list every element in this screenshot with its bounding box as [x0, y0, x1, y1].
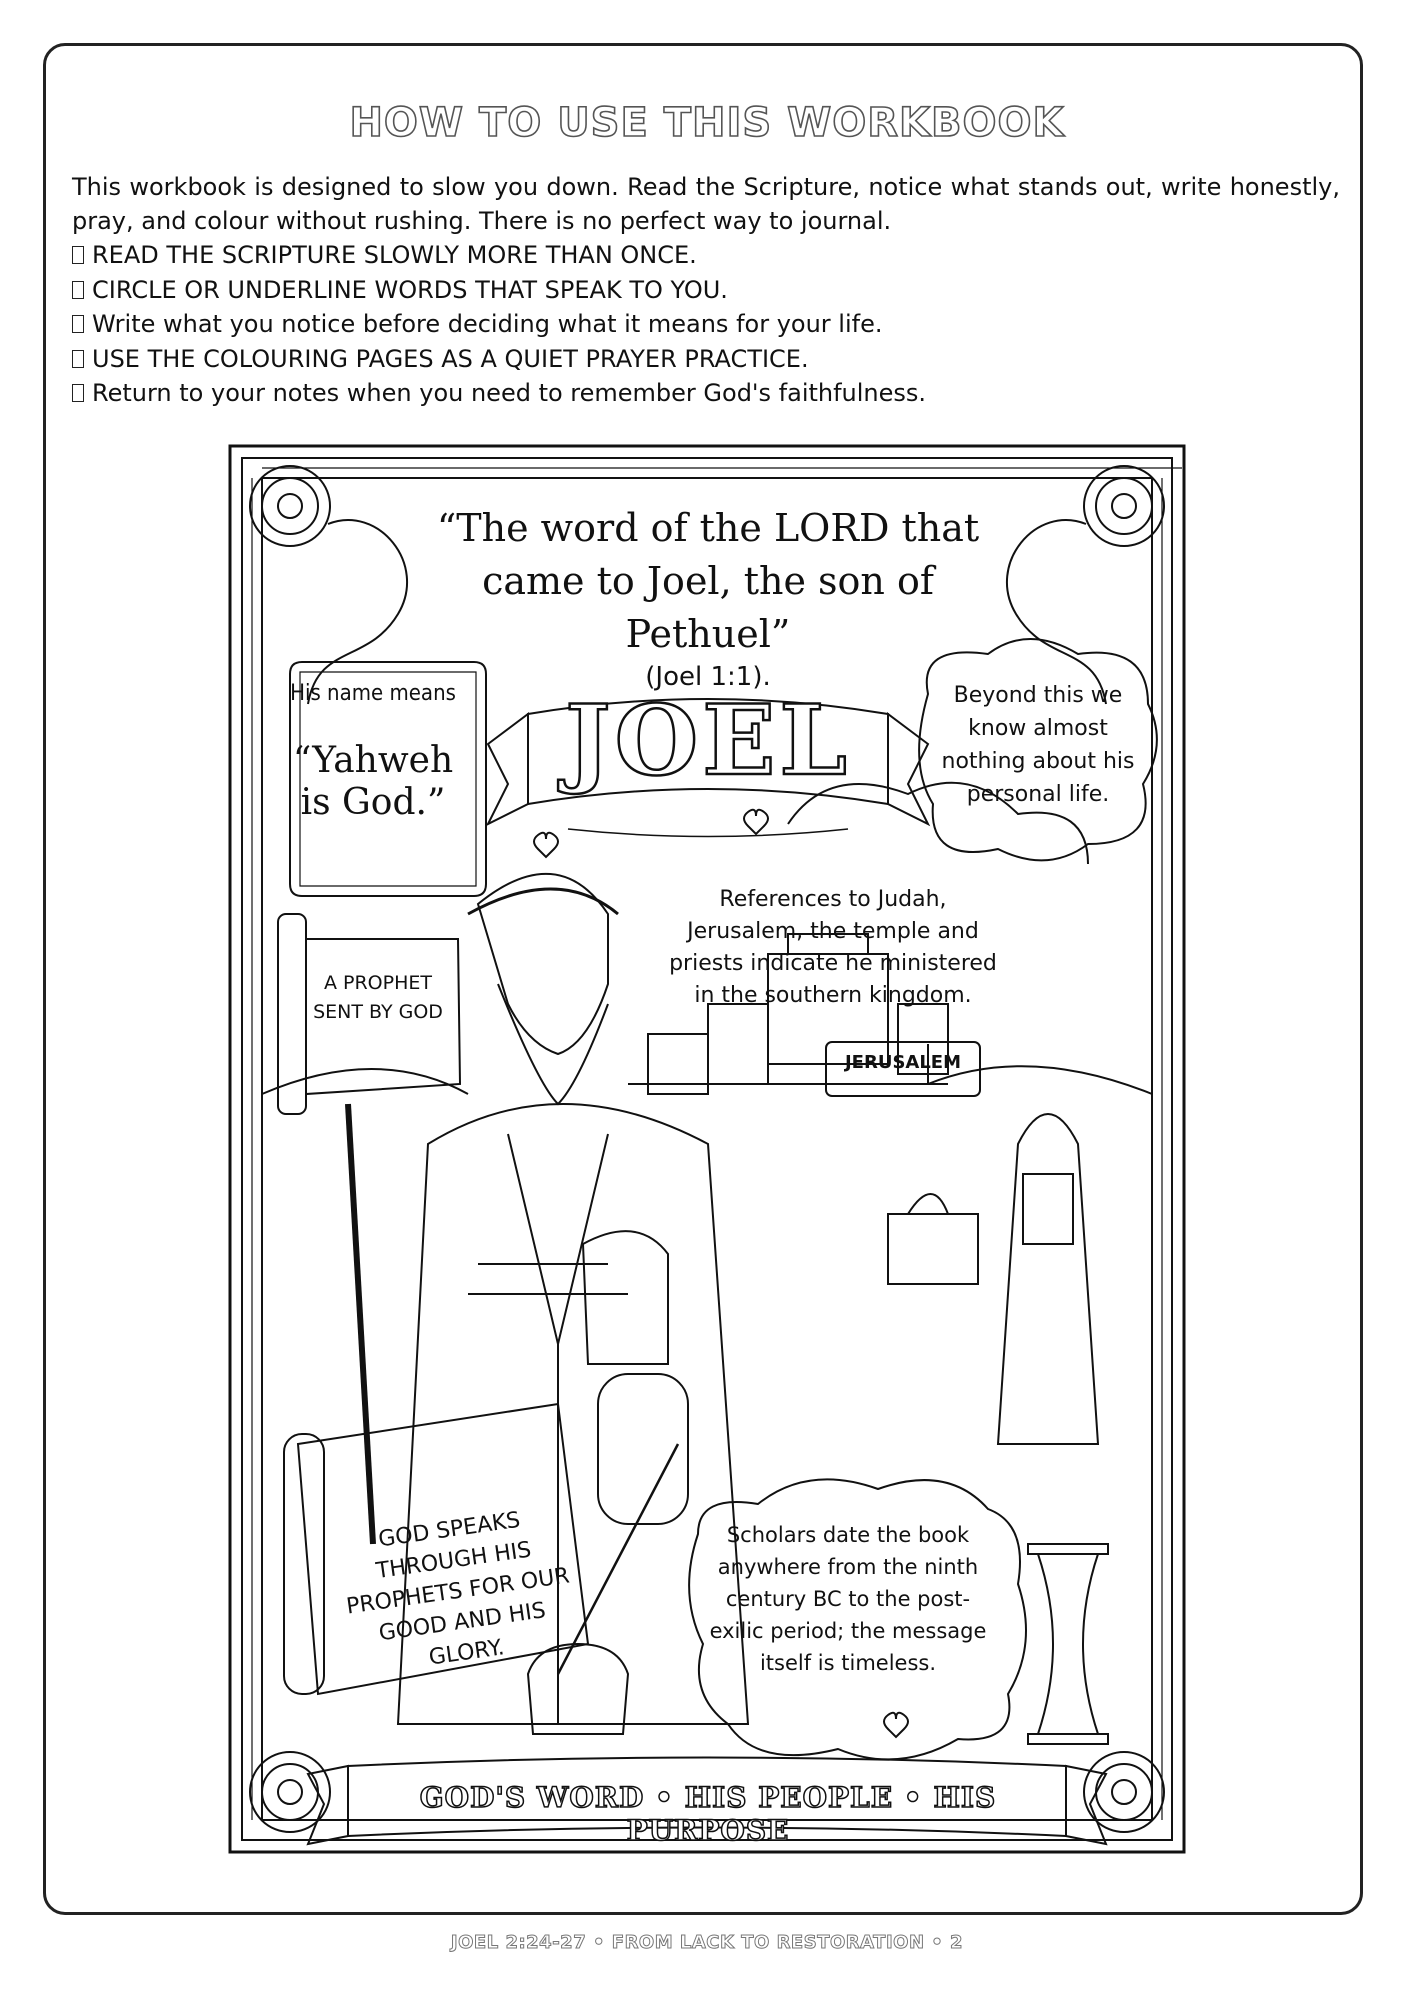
page-footer: JOEL 2:24-27 • FROM LACK TO RESTORATION • 2 [450, 1932, 964, 1953]
checkbox-icon [72, 246, 84, 264]
scripture-quote: “The word of the LORD that came to Joel, the son of Pethuel” [436, 506, 980, 656]
prophets-scroll-text: GOD SPEAKS THROUGH HIS PROPHETS FOR OUR GOOD AND HIS GLORY. [344, 1507, 572, 1671]
page-heading: HOW TO USE THIS WORKBOOK [349, 100, 1065, 146]
list-item: Write what you notice before deciding what it means for your life. [72, 307, 1340, 342]
list-item: USE THE COLOURING PAGES AS A QUIET PRAYER PRACTICE. [72, 342, 1340, 377]
prophet-scroll-label: A PROPHET SENT BY GOD [313, 972, 443, 1023]
list-item: CIRCLE OR UNDERLINE WORDS THAT SPEAK TO YOU. [72, 273, 1340, 308]
instruction-list [72, 238, 1340, 411]
checkbox-icon [72, 281, 84, 299]
name-meaning: “Yahweh is God.” [292, 740, 454, 823]
coloring-illustration [228, 444, 1186, 1854]
jerusalem-sign: JERUSALEM [844, 1052, 962, 1073]
scripture-reference: (Joel 1:1). [645, 662, 771, 692]
poster-title: JOEL [565, 684, 851, 797]
checkbox-icon [72, 384, 84, 402]
southern-kingdom-note: References to Judah, Jerusalem, the temple and priests indicate he ministered in the southern kingdom. [669, 887, 997, 1008]
dating-note: Scholars date the book anywhere from the ninth century BC to the post-exilic period; the message itself is timeless. [709, 1523, 987, 1675]
name-means-label: His name means [290, 681, 456, 706]
checkbox-icon [72, 350, 84, 368]
personal-life-note: Beyond this we know almost nothing about his personal life. [941, 683, 1135, 807]
list-item: READ THE SCRIPTURE SLOWLY MORE THAN ONCE. [72, 238, 1340, 273]
intro-paragraph: This workbook is designed to slow you down. Read the Scripture, notice what stands out, write honestly, pray, and colour without rushing. There is no perfect way to journal. [72, 173, 1340, 235]
list-item: Return to your notes when you need to remember God's faithfulness. [72, 376, 1340, 411]
checkbox-icon [72, 315, 84, 333]
bottom-banner: GOD'S WORD • HIS PEOPLE • HIS PURPOSE [419, 1781, 997, 1847]
